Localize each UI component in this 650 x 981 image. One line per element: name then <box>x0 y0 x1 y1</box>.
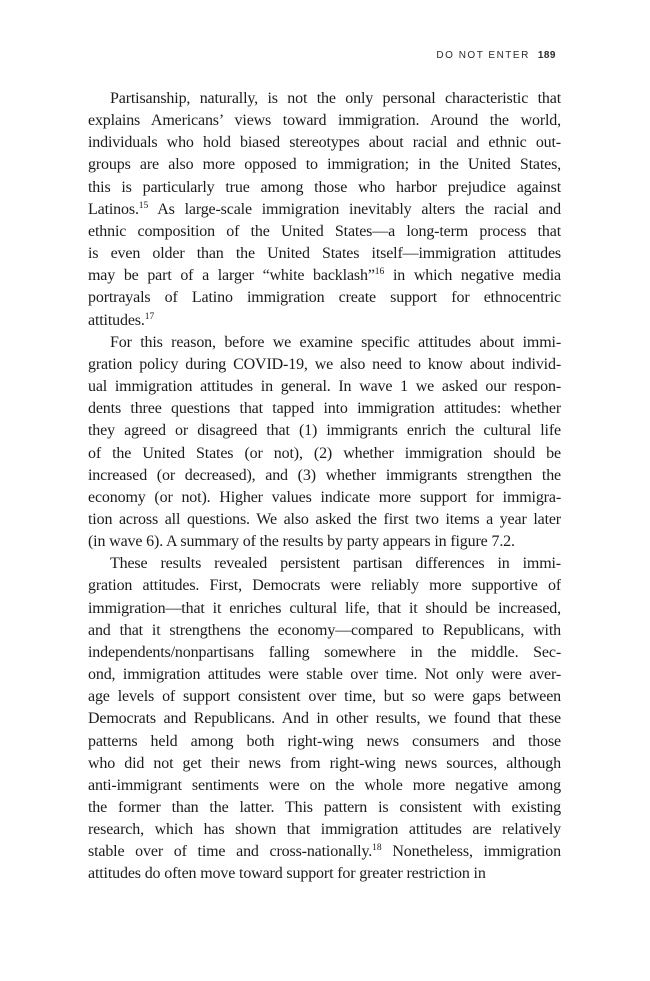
text-line: ual immigration attitudes in general. In wave 1 we asked our respon- <box>88 378 561 396</box>
text-line: tion across all questions. We also asked the first two items a year later <box>88 510 561 528</box>
text-line: age levels of support consistent over time, but so were gaps between <box>88 688 561 706</box>
text-line: dents three questions that tapped into immigration attitudes: whether <box>88 400 561 418</box>
running-title: DO NOT ENTER <box>436 50 530 61</box>
footnote-reference: 18 <box>372 843 382 854</box>
text-line: patterns held among both right-wing news consumers and those <box>88 732 561 750</box>
text-line: individuals who hold biased stereotypes about racial and ethnic out- <box>88 134 561 152</box>
text-line: For this reason, before we examine specific attitudes about immi- <box>110 333 561 351</box>
text-line: increased (or decreased), and (3) whether immigrants strengthen the <box>88 466 561 484</box>
text-line: economy (or not). Higher values indicate more support for immigra- <box>88 488 561 506</box>
text-line: groups are also more opposed to immigration; in the United States, <box>88 156 561 174</box>
text-line: ethnic composition of the United States—a long-term process that <box>88 222 561 240</box>
text-line: immigration—that it enriches cultural life, that it should be increased, <box>88 599 561 617</box>
text-line: Partisanship, naturally, is not the only personal characteristic that <box>110 90 561 107</box>
text-line: attitudes.$^{17}$ <box>88 311 155 329</box>
text-line: of the United States (or not), (2) whether immigration should be <box>88 444 561 462</box>
text-line: research, which has shown that immigration attitudes are relatively <box>88 821 561 839</box>
text-line: ond, immigration attitudes were stable over time. Not only were aver- <box>88 666 561 684</box>
text-line: may be part of a larger “white backlash”$^{16}$ in which negative media <box>88 267 561 285</box>
footnote-reference: 16 <box>374 267 385 278</box>
text-line: stable over of time and cross-nationally.$^{18}$ Nonetheless, immigration <box>88 843 561 861</box>
text-line: who did not get their news from right-wing news sources, although <box>88 754 561 772</box>
body-text <box>88 88 561 886</box>
text-line: gration policy during COVID-19, we also need to know about individ- <box>88 355 561 373</box>
text-line: attitudes do often move toward support for greater restriction in <box>88 865 486 883</box>
text-line: Latinos.$^{15}$ As large-scale immigration inevitably alters the racial and <box>88 200 561 218</box>
page-number: 189 <box>537 50 556 61</box>
text-line: this is particularly true among those who harbor prejudice against <box>88 178 561 196</box>
footnote-reference: 17 <box>144 311 155 322</box>
footnote-reference: 15 <box>138 200 149 211</box>
running-head <box>436 50 556 61</box>
text-line: gration attitudes. First, Democrats were reliably more supportive of <box>88 577 561 595</box>
text-line: the former than the latter. This pattern is consistent with existing <box>88 799 561 816</box>
text-line: These results revealed persistent partisan differences in immi- <box>110 555 561 573</box>
text-line: is even older than the United States itself—immigration attitudes <box>88 245 561 263</box>
text-line: independents/nonpartisans falling somewhere in the middle. Sec- <box>88 643 561 661</box>
text-line: portrayals of Latino immigration create support for ethnocentric <box>88 289 561 307</box>
paragraph <box>88 553 561 885</box>
text-line: and that it strengthens the economy—compared to Republicans, with <box>88 621 561 639</box>
paragraph <box>88 88 561 332</box>
text-line: they agreed or disagreed that (1) immigrants enrich the cultural life <box>88 422 561 440</box>
paragraph <box>88 332 561 554</box>
text-line: anti-immigrant sentiments were on the whole more negative among <box>88 776 561 794</box>
text-line: Democrats and Republicans. And in other results, we found that these <box>88 710 561 728</box>
text-line: (in wave 6). A summary of the results by party appears in figure 7.2. <box>88 533 515 551</box>
text-line: explains Americans’ views toward immigration. Around the world, <box>88 112 561 130</box>
